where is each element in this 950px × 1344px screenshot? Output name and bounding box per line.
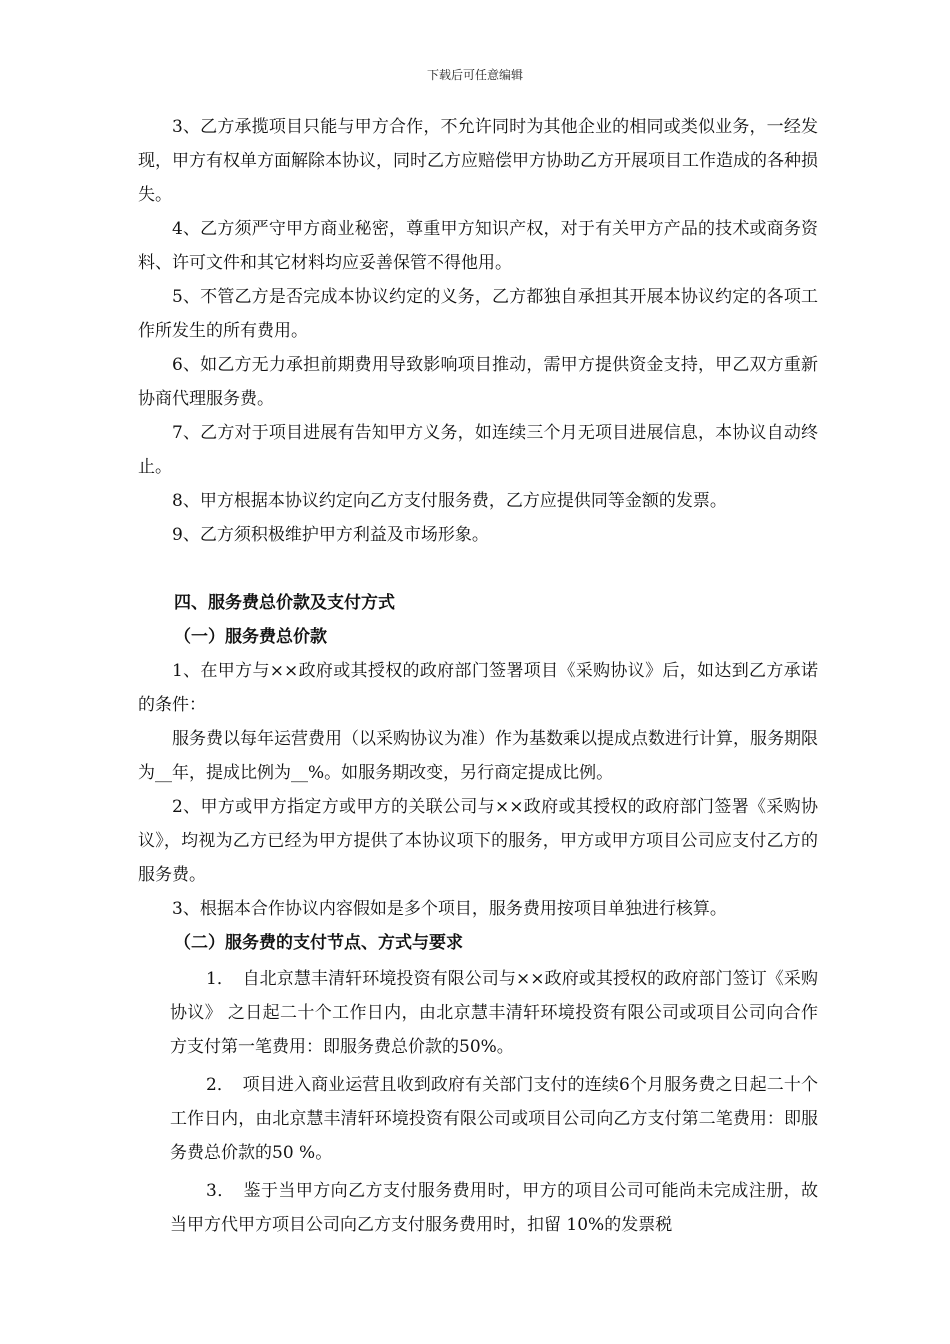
paragraph: 6、如乙方无力承担前期费用导致影响项目推动，需甲方提供资金支持，甲乙双方重新协商代理服务费。 bbox=[138, 355, 818, 409]
paragraph: 2、甲方或甲方指定方或甲方的关联公司与××政府或其授权的政府部门签署《采购协议》，均视为乙方已经为甲方提供了本协议项下的服务，甲方或甲方项目公司应支付乙方的服务费。 bbox=[138, 797, 818, 885]
section-heading: （二）服务费的支付节点、方式与要求 bbox=[174, 933, 463, 953]
paragraph: 3． 鉴于当甲方向乙方支付服务费用时，甲方的项目公司可能尚未完成注册，故当甲方代甲方项目公司向乙方支付服务费用时，扣留 10%的发票税 bbox=[170, 1181, 818, 1235]
page-header: 下载后可任意编辑 bbox=[426, 68, 523, 82]
document-body bbox=[138, 110, 818, 1246]
paragraph: 3、乙方承揽项目只能与甲方合作，不允许同时为其他企业的相同或类似业务，一经发现，甲方有权单方面解除本协议，同时乙方应赔偿甲方协助乙方开展项目工作造成的各种损失。 bbox=[138, 117, 818, 205]
paragraph: 服务费以每年运营费用（以采购协议为准）作为基数乘以提成点数进行计算，服务期限为__年，提成比例为__%。如服务期改变，另行商定提成比例。 bbox=[138, 729, 818, 783]
paragraph: 8、甲方根据本协议约定向乙方支付服务费，乙方应提供同等金额的发票。 bbox=[172, 491, 727, 511]
paragraph: 1． 自北京慧丰清轩环境投资有限公司与××政府或其授权的政府部门签订《采购协议》 之日起二十个工作日内，由北京慧丰清轩环境投资有限公司或项目公司向合作方支付第一笔费用：即服务费总价款的50%。 bbox=[170, 969, 818, 1057]
paragraph: 4、乙方须严守甲方商业秘密，尊重甲方知识产权，对于有关甲方产品的技术或商务资料、许可文件和其它材料均应妥善保管不得他用。 bbox=[138, 219, 818, 273]
paragraph: 1、在甲方与××政府或其授权的政府部门签署项目《采购协议》后，如达到乙方承诺的条件： bbox=[138, 661, 818, 715]
section-heading: （一）服务费总价款 bbox=[174, 627, 327, 647]
paragraph: 5、不管乙方是否完成本协议约定的义务，乙方都独自承担其开展本协议约定的各项工作所发生的所有费用。 bbox=[138, 287, 818, 341]
paragraph: 7、乙方对于项目进展有告知甲方义务，如连续三个月无项目进展信息，本协议自动终止。 bbox=[138, 423, 818, 477]
section-heading: 四、服务费总价款及支付方式 bbox=[174, 593, 395, 613]
paragraph: 9、乙方须积极维护甲方利益及市场形象。 bbox=[172, 525, 489, 545]
paragraph: 2． 项目进入商业运营且收到政府有关部门支付的连续6个月服务费之日起二十个工作日内，由北京慧丰清轩环境投资有限公司或项目公司向乙方支付第二笔费用：即服务费总价款的50 %。 bbox=[170, 1075, 818, 1163]
paragraph: 3、根据本合作协议内容假如是多个项目，服务费用按项目单独进行核算。 bbox=[172, 899, 727, 919]
